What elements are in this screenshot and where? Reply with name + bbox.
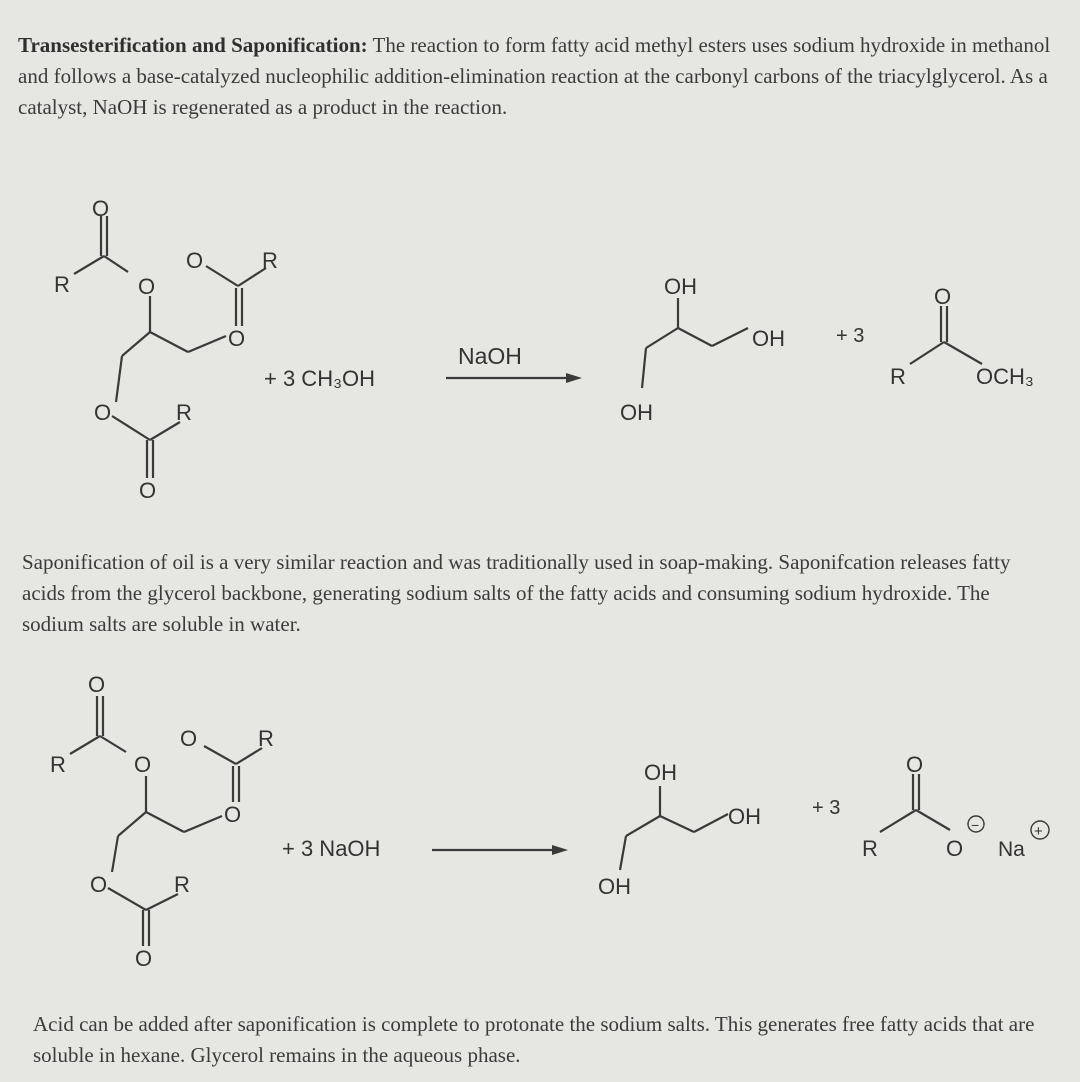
- methyl-ester-structure: [890, 284, 1034, 389]
- r-bottom: R: [176, 400, 192, 425]
- r-bottom-2: R: [174, 872, 190, 897]
- oh-bottom: OH: [620, 400, 653, 425]
- plus-sign: +: [1034, 823, 1043, 840]
- arrowhead-2: [552, 845, 568, 855]
- coefficient: + 3: [836, 325, 865, 347]
- r-group-salt: R: [862, 836, 878, 861]
- o-carbonyl-2: O: [228, 326, 246, 351]
- oh-top: OH: [664, 274, 697, 299]
- intro-body: The reaction to form fatty acid methyl esters uses sodium hydroxide in methanol and follows a base-catalyzed nucleophilic addition-elimination reaction at the carbonyl carbons of the triacylglycerol. As a catalyst, NaOH is regenerated as a product in the reaction.: [18, 33, 1051, 119]
- oh-right: OH: [752, 326, 785, 351]
- sodium-salt-structure: [862, 752, 1049, 861]
- minus-sign: −: [971, 817, 980, 833]
- reagent-methanol: + 3 CH₃OH: [264, 366, 376, 391]
- r-right: R: [262, 248, 278, 273]
- acid-paragraph: Acid can be added after saponification is complete to protonate the sodium salts. This generates free fatty acids that are soluble in hexane. Glycerol remains in the aqueous phase.: [33, 1012, 1035, 1067]
- intro-paragraph: [18, 30, 1063, 123]
- triglyceride-structure: [54, 196, 278, 503]
- r-left-2: R: [50, 752, 66, 777]
- glycerol-structure: [620, 274, 785, 425]
- o-ester-3-2: O: [90, 872, 108, 897]
- o-ester-1: O: [138, 274, 156, 299]
- triglyceride-structure-2: [50, 672, 274, 971]
- reagent-naoh: + 3 NaOH: [282, 836, 381, 861]
- o-carbonyl-salt: O: [906, 752, 924, 777]
- o-ester-1-2: O: [134, 752, 152, 777]
- oh-top-2: OH: [644, 760, 677, 785]
- och3-label: OCH₃: [976, 364, 1034, 389]
- r-right-2: R: [258, 726, 274, 751]
- o-carboxylate: O: [946, 836, 964, 861]
- saponification-paragraph: Saponification of oil is a very similar reaction and was traditionally used in soap-making. Saponifcation releases fatty acids from the glycerol backbone, generating sodium salts of the fatty acids and consuming sodium hydroxide. The sodium salts are soluble in water.: [22, 550, 1011, 636]
- o-top-2: O: [88, 672, 106, 697]
- o-ester-2-2: O: [180, 726, 198, 751]
- r-left: R: [54, 272, 70, 297]
- o-ester-3: O: [94, 400, 112, 425]
- o-carbonyl-2-2: O: [224, 802, 242, 827]
- r-group: R: [890, 364, 906, 389]
- transesterification-scheme: [0, 180, 1080, 520]
- o-carbonyl-3: O: [139, 478, 157, 503]
- glycerol-structure-2: [598, 760, 761, 899]
- coefficient-2: + 3: [812, 797, 841, 819]
- oh-bottom-2: OH: [598, 874, 631, 899]
- saponification-scheme: [0, 660, 1080, 980]
- oh-right-2: OH: [728, 804, 761, 829]
- sodium-label: Na: [998, 838, 1025, 861]
- o-carbonyl: O: [934, 284, 952, 309]
- catalyst-label: NaOH: [458, 343, 522, 369]
- arrowhead: [566, 373, 582, 383]
- o-carbonyl-3-2: O: [135, 946, 153, 971]
- intro-title: Transesterification and Saponification:: [18, 33, 368, 57]
- o-top: O: [92, 196, 110, 221]
- o-ester-2: O: [186, 248, 204, 273]
